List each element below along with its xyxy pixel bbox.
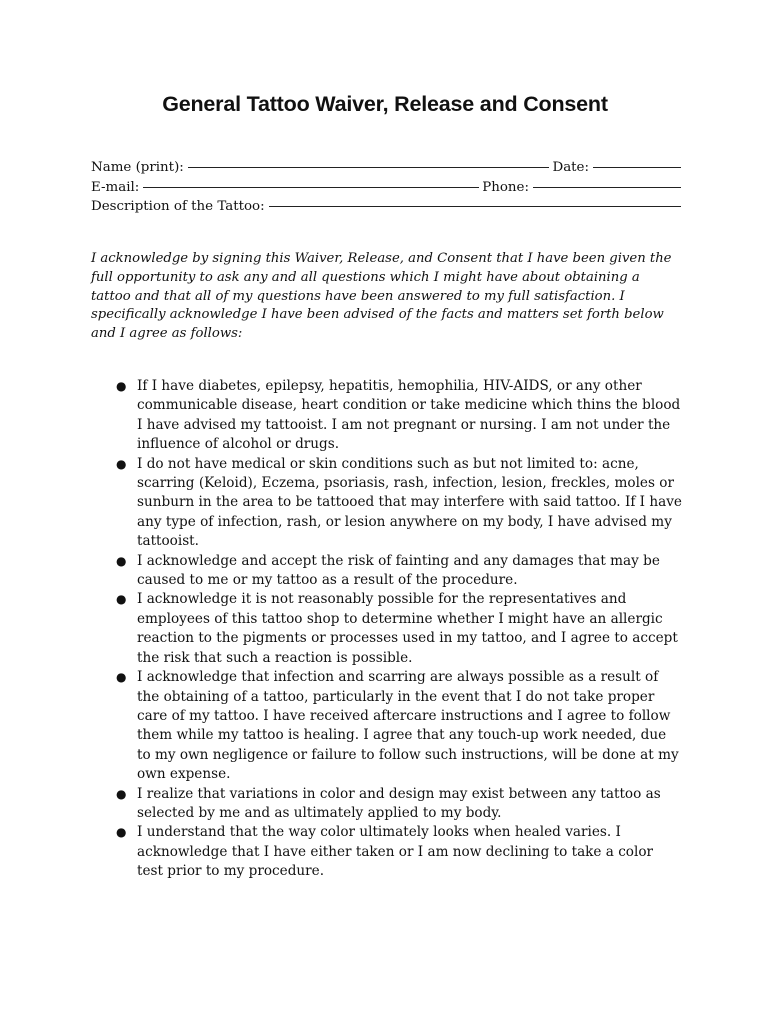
list-item: [91, 823, 683, 881]
bullet-icon: ●: [116, 825, 127, 840]
term-text: I understand that the way color ultimately looks when healed varies. I acknowledge that I have either taken or I am now declining to take a color test prior to my procedure.: [137, 824, 654, 880]
term-text: I realize that variations in color and design may exist between any tattoo as selected by me and as ultimately applied to my body.: [137, 785, 661, 821]
list-item: [91, 590, 683, 668]
document-title: General Tattoo Waiver, Release and Consent: [162, 92, 608, 116]
name-date-row: [91, 158, 681, 178]
date-label: Date:: [552, 160, 589, 175]
term-text: I acknowledge and accept the risk of fainting and any damages that may be caused to me or my tattoo as a result of the procedure.: [137, 552, 660, 589]
bullet-icon: ●: [116, 786, 127, 801]
intro-paragraph: I acknowledge by signing this Waiver, Release, and Consent that I have been given the full opportunity to ask any and all questions which I might have about obtaining a tattoo and that all of my questions have been answered to my full satisfaction. I specifically acknowledge I have been advised of the facts and matters set forth below and I agree as follows:: [91, 251, 672, 342]
bullet-icon: ●: [116, 553, 127, 568]
bullet-icon: ●: [116, 670, 127, 685]
bullet-icon: ●: [116, 592, 127, 607]
description-field[interactable]: [269, 205, 681, 207]
phone-field[interactable]: [533, 186, 681, 188]
info-fields: [91, 158, 681, 217]
term-text: I acknowledge it is not reasonably possible for the representatives and employees of this tattoo shop to determine whether I might have an allergic reaction to the pigments or processes used in my tattoo, and I agree to accept the risk that such a reaction is possible.: [137, 591, 678, 666]
list-item: [91, 668, 683, 784]
description-label: Description of the Tattoo:: [91, 199, 265, 214]
term-text: I do not have medical or skin conditions such as but not limited to: acne, scarring (Keloid), Eczema, psoriasis, rash, infection, lesion, freckles, moles or sunburn in the area to be tattooed that may interfere with said tattoo. If I have any type of infection, rash, or lesion anywhere on my body, I have advised my tattooist.: [137, 455, 682, 550]
list-item: [91, 455, 683, 552]
date-field[interactable]: [593, 166, 681, 168]
name-label: Name (print):: [91, 160, 184, 175]
list-item: [91, 552, 683, 591]
description-row: [91, 197, 681, 217]
bullet-icon: ●: [116, 456, 127, 471]
name-field[interactable]: [188, 166, 550, 168]
list-item: [91, 785, 683, 824]
term-text: If I have diabetes, epilepsy, hepatitis, hemophilia, HIV-AIDS, or any other communicable disease, heart condition or take medicine which thins the blood I have advised my tattooist. I am not pregnant or nursing. I am not under the influence of alcohol or drugs.: [137, 378, 681, 453]
email-phone-row: [91, 178, 681, 198]
bullet-icon: ●: [116, 379, 127, 393]
list-item: [91, 377, 683, 455]
email-label: E-mail:: [91, 179, 140, 195]
phone-label: Phone:: [482, 179, 529, 195]
email-field[interactable]: [143, 186, 479, 188]
term-text: I acknowledge that infection and scarring are always possible as a result of the obtaining of a tattoo, particularly in the event that I do not take proper care of my tattoo. I have received aftercare instructions and I agree to follow them while my tattoo is healing. I agree that any touch-up work needed, due to my own negligence or failure to follow such instructions, will be done at my own expense.: [137, 669, 679, 783]
terms-list: [91, 377, 683, 882]
